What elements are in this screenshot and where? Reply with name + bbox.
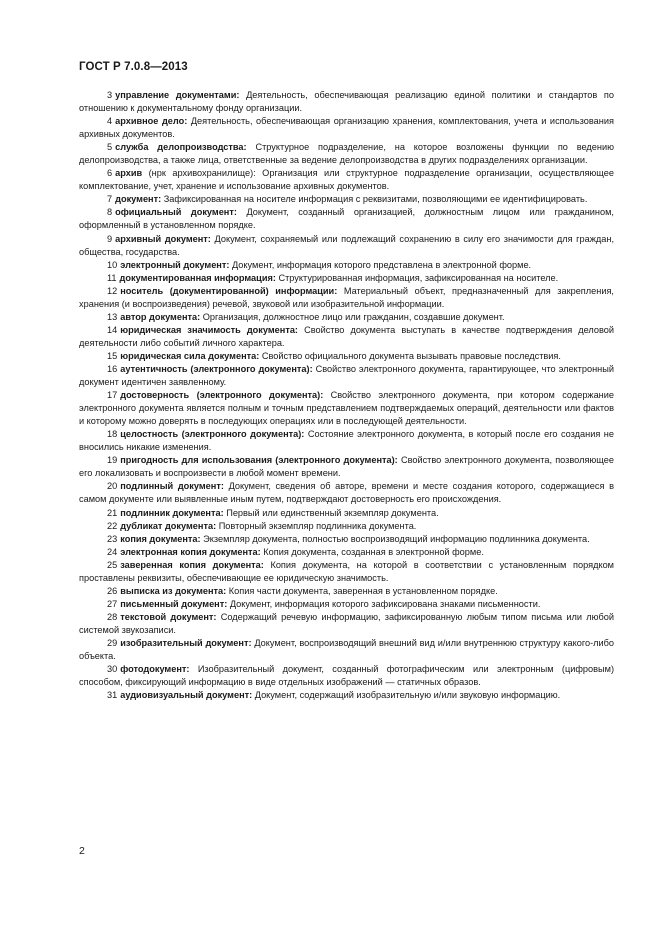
term-name: текстовой документ: xyxy=(120,611,217,622)
term-name: аудиовизуальный документ: xyxy=(120,690,253,701)
term-definition: Копия документа, на которой в соответствии с установленным порядком проставлены реквизиты, обеспечивающие ее юридическую значимость. xyxy=(79,559,614,583)
term-entry xyxy=(79,520,614,533)
term-name: подлинный документ: xyxy=(120,481,224,492)
term-number: 16 xyxy=(107,363,118,374)
term-number: 9 xyxy=(107,233,113,244)
term-number: 30 xyxy=(107,664,118,675)
term-definition: Первый или единственный экземпляр документа. xyxy=(226,507,439,518)
term-entry xyxy=(79,141,614,167)
term-name: юридическая значимость документа: xyxy=(120,324,298,335)
term-name: документированная информация: xyxy=(119,272,276,283)
term-number: 13 xyxy=(107,311,118,322)
term-entry xyxy=(79,663,614,689)
term-definition: Свойство электронного документа, позволяющее его локализовать и воспроизвести в любой момент времени. xyxy=(79,455,614,479)
term-number: 31 xyxy=(107,690,118,701)
term-entry xyxy=(79,324,614,350)
term-definition: Изобразительный документ, созданный фотографическим или электронным (цифровым) способом, фиксирующий информацию в виде отдельных изображений — статичных образов. xyxy=(79,664,614,688)
standard-header: ГОСТ Р 7.0.8—2013 xyxy=(79,61,188,73)
term-entry xyxy=(79,598,614,611)
term-name: изобразительный документ: xyxy=(120,637,252,648)
term-number: 18 xyxy=(107,429,118,440)
term-definition: Повторный экземпляр подлинника документа. xyxy=(218,520,417,531)
terms-list xyxy=(79,89,614,702)
term-number: 20 xyxy=(107,481,118,492)
term-definition: Свойство электронного документа, гарантирующее, что электронный документ идентичен заявленному. xyxy=(79,363,614,388)
term-name: аутентичность (электронного документа): xyxy=(120,363,313,374)
term-definition: Материальный объект, предназначенный для закрепления, хранения (и воспроизведения) речевой, звуковой или изобразительной информации. xyxy=(79,285,614,309)
term-number: 29 xyxy=(107,637,118,648)
term-definition: Состояние электронного документа, в который после его создания не вносились никакие изменения. xyxy=(79,429,614,453)
term-entry xyxy=(79,115,614,141)
term-entry xyxy=(79,546,614,559)
term-name: письменный документ: xyxy=(120,598,228,609)
term-definition: Копия части документа, заверенная в установленном порядке. xyxy=(228,585,498,596)
term-definition: Свойство документа выступать в качестве подтверждения деловой деятельности либо событий личного характера. xyxy=(79,324,614,348)
term-name: документ: xyxy=(115,194,162,205)
term-name: юридическая сила документа: xyxy=(120,350,260,361)
term-definition: Копия документа, созданная в электронной форме. xyxy=(263,546,484,557)
term-number: 11 xyxy=(107,272,117,283)
term-name: носитель (документированной) информации: xyxy=(120,285,338,296)
term-number: 25 xyxy=(107,559,118,570)
term-number: 27 xyxy=(107,598,118,609)
term-definition: Документ, созданный организацией, должностным лицом или гражданином, оформленный в установленном порядке. xyxy=(79,207,614,231)
term-definition: Деятельность, обеспечивающая реализацию единой политики и стандартов по отношению к документальному фонду организации. xyxy=(79,90,614,114)
term-definition: Структурированная информация, зафиксированная на носителе. xyxy=(278,272,559,283)
term-entry xyxy=(79,533,614,546)
term-number: 23 xyxy=(107,533,118,544)
term-entry xyxy=(79,454,614,480)
term-definition: Деятельность, обеспечивающая организацию хранения, комплектования, учета и использования архивных документов. xyxy=(79,116,614,140)
term-entry xyxy=(79,507,614,520)
term-definition: Документ, сведения об авторе, времени и месте создания которого, содержащиеся в самом документе или выявленные иным путем, подтверждают достоверность его происхождения. xyxy=(79,481,615,505)
term-definition: Документ, информация которого зафиксирована знаками письменности. xyxy=(229,598,541,609)
term-entry xyxy=(79,89,614,115)
term-number: 21 xyxy=(107,507,118,518)
term-name: электронный документ: xyxy=(120,259,230,270)
term-entry xyxy=(79,428,614,454)
term-name: выписка из документа: xyxy=(120,585,227,596)
term-entry xyxy=(79,637,614,663)
term-number: 10 xyxy=(107,259,118,270)
term-name: фотодокумент: xyxy=(120,664,190,675)
term-number: 3 xyxy=(107,90,113,100)
term-definition: Содержащий речевую информацию, зафиксированную любым типом письма или любой системой звукозаписи. xyxy=(79,611,614,635)
term-name: архивный документ: xyxy=(115,233,211,244)
term-name: архивное дело: xyxy=(115,116,188,127)
term-entry xyxy=(79,193,614,206)
term-definition: Структурное подразделение, на которое возложены функции по ведению делопроизводства, а также лица, ответственные за ведение делопроизводства в других подразделениях организации. xyxy=(79,142,614,166)
term-definition: Документ, воспроизводящий внешний вид и/или внутреннюю структуру какого-либо объекта. xyxy=(79,637,614,662)
term-entry xyxy=(79,233,614,259)
term-entry xyxy=(79,285,614,311)
term-definition: Документ, сохраняемый или подлежащий сохранению в силу его значимости для граждан, общества, государства. xyxy=(79,233,614,257)
term-name: целостность (электронного документа): xyxy=(120,429,305,440)
term-number: 4 xyxy=(107,116,113,127)
term-name: электронная копия документа: xyxy=(120,546,261,557)
term-entry xyxy=(79,611,614,637)
term-name: официальный документ: xyxy=(115,207,237,218)
term-definition: Зафиксированная на носителе информация с реквизитами, позволяющими ее идентифицировать. xyxy=(163,194,588,205)
term-number: 24 xyxy=(107,546,118,557)
term-entry xyxy=(79,363,614,389)
term-name: пригодность для использования (электронного документа): xyxy=(120,455,398,466)
term-definition: Свойство электронного документа, при котором содержание электронного документа является полным и точным представлением подтверждаемых операций, деятельности или фактов и которому можно доверять в последующих операциях или в последующей деятельности. xyxy=(79,390,614,427)
term-entry xyxy=(79,272,614,285)
term-entry xyxy=(79,350,614,363)
term-name: заверенная копия документа: xyxy=(120,559,264,570)
term-number: 8 xyxy=(107,207,113,218)
term-number: 6 xyxy=(107,168,113,179)
term-entry xyxy=(79,311,614,324)
term-number: 5 xyxy=(107,142,113,153)
term-definition: Документ, содержащий изобразительную и/или звуковую информацию. xyxy=(254,690,561,701)
term-name: достоверность (электронного документа): xyxy=(120,390,324,401)
term-entry xyxy=(79,206,614,232)
term-number: 26 xyxy=(107,585,118,596)
term-definition: (нрк архивохранилище): Организация или структурное подразделение организации, осуществляющее комплектование, учет, хранение и использование архивных документов. xyxy=(79,168,614,192)
page-number: 2 xyxy=(79,845,85,857)
term-name: автор документа: xyxy=(120,311,201,322)
term-name: архив xyxy=(115,168,143,179)
term-entry xyxy=(79,167,614,193)
term-number: 17 xyxy=(107,390,118,401)
term-name: управление документами: xyxy=(115,90,240,100)
term-name: служба делопроизводства: xyxy=(115,142,247,153)
term-entry xyxy=(79,389,614,428)
term-name: подлинник документа: xyxy=(120,507,224,518)
term-number: 22 xyxy=(107,520,118,531)
term-number: 12 xyxy=(107,285,118,296)
term-entry xyxy=(79,585,614,598)
term-number: 19 xyxy=(107,455,118,466)
term-number: 7 xyxy=(107,194,113,205)
term-entry xyxy=(79,559,614,585)
term-definition: Свойство официального документа вызывать правовые последствия. xyxy=(261,350,561,361)
term-definition: Организация, должностное лицо или гражданин, создавшие документ. xyxy=(202,311,505,322)
term-name: дубликат документа: xyxy=(120,520,217,531)
term-name: копия документа: xyxy=(120,533,201,544)
term-number: 14 xyxy=(107,324,118,335)
term-number: 28 xyxy=(107,611,118,622)
term-definition: Экземпляр документа, полностью воспроизводящий информацию подлинника документа. xyxy=(203,533,590,544)
term-definition: Документ, информация которого представлена в электронной форме. xyxy=(231,259,532,270)
term-entry xyxy=(79,259,614,272)
term-entry xyxy=(79,689,614,702)
term-number: 15 xyxy=(107,350,118,361)
term-entry xyxy=(79,480,614,506)
